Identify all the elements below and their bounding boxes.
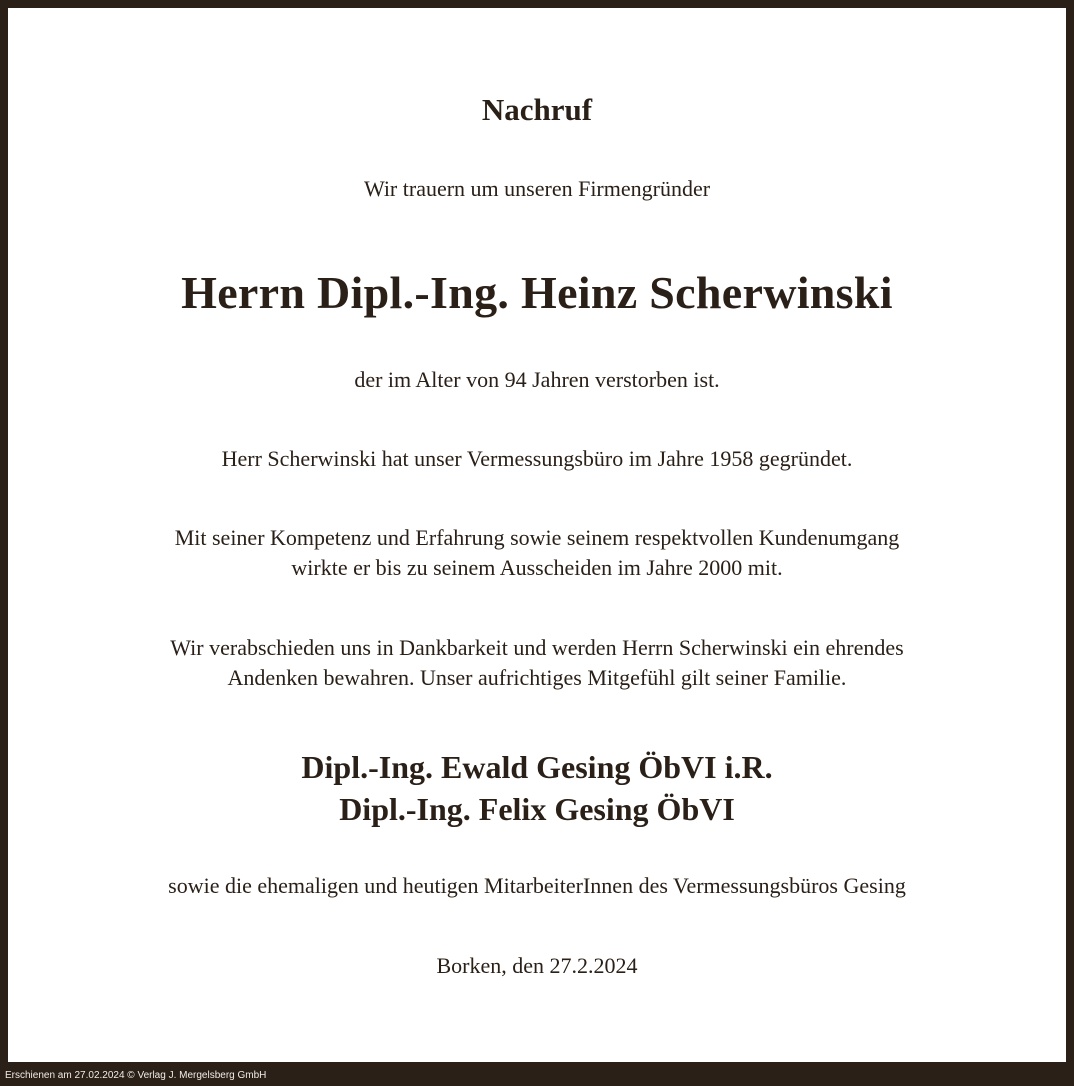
competence-line: wirkte er bis zu seinem Ausscheiden im Jahre 2000 mit. bbox=[291, 555, 783, 580]
place-date: Borken, den 27.2.2024 bbox=[436, 953, 638, 978]
competence-line: Mit seiner Kompetenz und Erfahrung sowie seinem respektvollen Kundenumgang bbox=[174, 525, 900, 550]
obituary-card bbox=[8, 8, 1066, 1062]
age-text: der im Alter von 94 Jahren verstorben ist. bbox=[354, 367, 720, 392]
notice-heading: Nachruf bbox=[481, 92, 593, 127]
intro-text: Wir trauern um unseren Firmengründer bbox=[363, 176, 711, 201]
farewell-line: Wir verabschieden uns in Dankbarkeit und werden Herrn Scherwinski ein ehrendes bbox=[170, 635, 904, 660]
staff-text: sowie die ehemaligen und heutigen MitarbeiterInnen des Vermessungsbüros Gesing bbox=[168, 873, 906, 898]
deceased-name: Herrn Dipl.-Ing. Heinz Scherwinski bbox=[181, 267, 893, 318]
founded-text: Herr Scherwinski hat unser Vermessungsbüro im Jahre 1958 gegründet. bbox=[221, 446, 853, 471]
publication-footer: Erschienen am 27.02.2024 © Verlag J. Mergelsberg GmbH bbox=[5, 1070, 267, 1081]
farewell-paragraph bbox=[8, 633, 1066, 693]
signers-block bbox=[8, 746, 1066, 830]
signer-name: Dipl.-Ing. Felix Gesing ÖbVI bbox=[339, 791, 735, 827]
signer-name: Dipl.-Ing. Ewald Gesing ÖbVI i.R. bbox=[301, 749, 773, 785]
competence-paragraph bbox=[8, 523, 1066, 583]
farewell-line: Andenken bewahren. Unser aufrichtiges Mitgefühl gilt seiner Familie. bbox=[227, 665, 847, 690]
